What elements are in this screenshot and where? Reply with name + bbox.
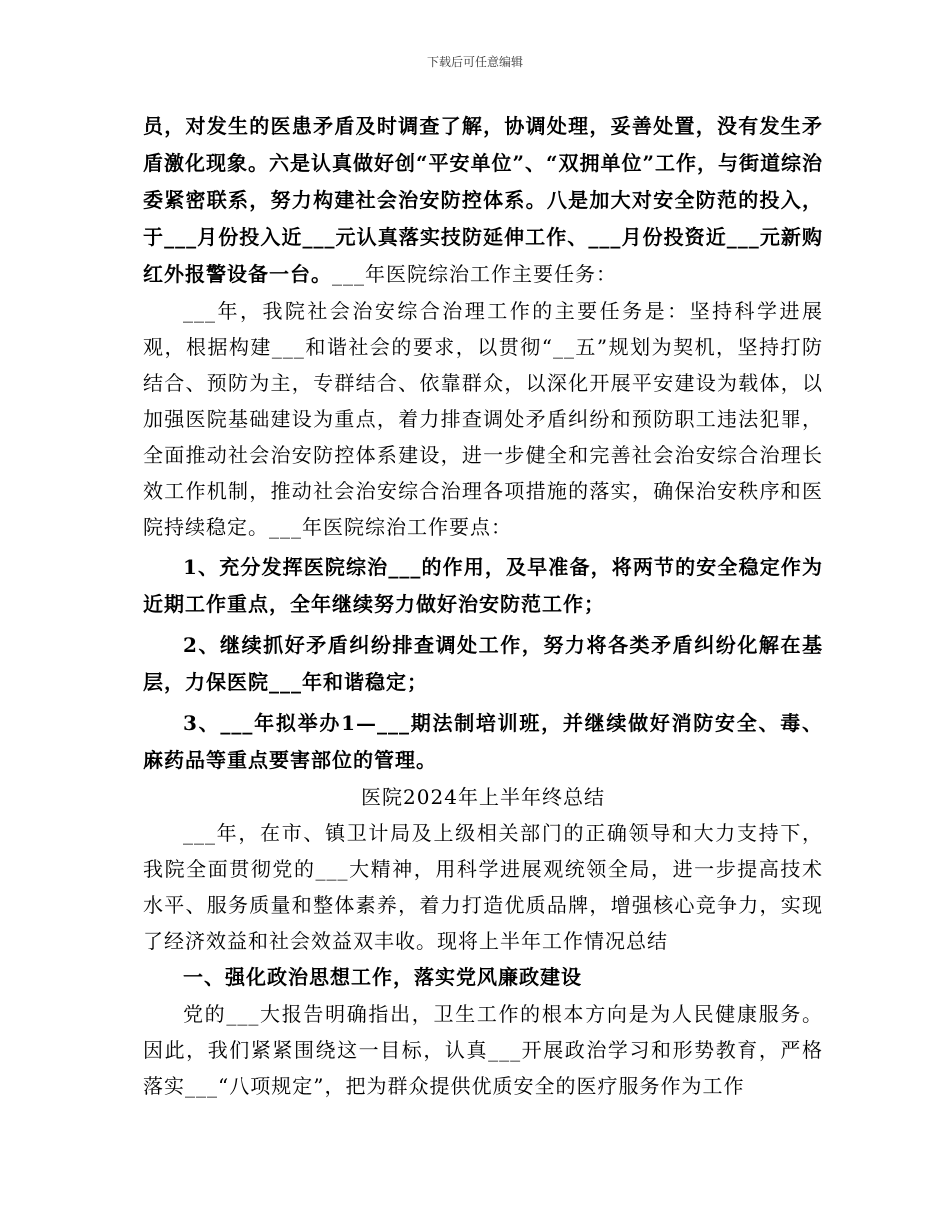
paragraph-2: ___年，我院社会治安综合治理工作的主要任务是：坚持科学进展观，根据构建___和谐社会的要求，以贯彻“__五”规划为契机，坚持打防结合、预防为主，专群结合、依靠群众，以深化开展平安建设为载体，以加强医院基础建设为重点，着力排查调处矛盾纠纷和预防职工违法犯罪，全面推动社会治安防控体系建设，进一步健全和完善社会治安综合治理长效工作机制，推动社会治安综合治理各项措施的落实，确保治安秩序和医院持续稳定。___年医院综治工作要点： [143,299,823,539]
paragraph-1 [143,108,823,293]
page-header-note: 下载后可任意编辑 [426,55,523,69]
paragraph-1-main: 员，对发生的医患矛盾及时调查了解，协调处理，妥善处置，没有发生矛盾激化现象。六是认真做好创“平安单位”、“双拥单位”工作，与街道综治委紧密联系，努力构建社会治安防控体系。八是加大对安全防范的投入，于___月份投入近___元认真落实技防延伸工作、___月份投资近___元新购红外报警设备一台。 [143,114,824,286]
paragraph-6: ___年，在市、镇卫计局及上级相关部门的正确领导和大力支持下，我院全面贯彻党的___大精神，用科学进展观统领全局，进一步提高技术水平、服务质量和整体素养，着力打造优质品牌，增强核心竞争力，实现了经济效益和社会效益双丰收。现将上半年工作情况总结 [143,821,823,953]
paragraph-5: 3、___年拟举办1—___期法制培训班，并继续做好消防安全、毒、麻药品等重点要害部位的管理。 [143,711,823,772]
paragraph-1-tail: ___年医院综治工作主要任务： [332,262,617,286]
document-body [143,108,823,1104]
paragraph-4: 2、继续抓好矛盾纠纷排查调处工作，努力将各类矛盾纠纷化解在基层，力保医院___年和谐稳定； [143,633,823,694]
heading-1: 一、强化政治思想工作，落实党风廉政建设 [183,965,582,989]
paragraph-3: 1、充分发挥医院综治___的作用，及早准备，将两节的安全稳定作为近期工作重点，全年继续努力做好治安防范工作； [143,555,823,616]
section-title: 医院2024年上半年终总结 [361,785,605,809]
paragraph-7: 党的___大报告明确指出，卫生工作的根本方向是为人民健康服务。因此，我们紧紧围绕这一目标，认真___开展政治学习和形势教育，严格落实___“八项规定”，把为群众提供优质安全的医疗服务作为工作 [143,1002,823,1098]
